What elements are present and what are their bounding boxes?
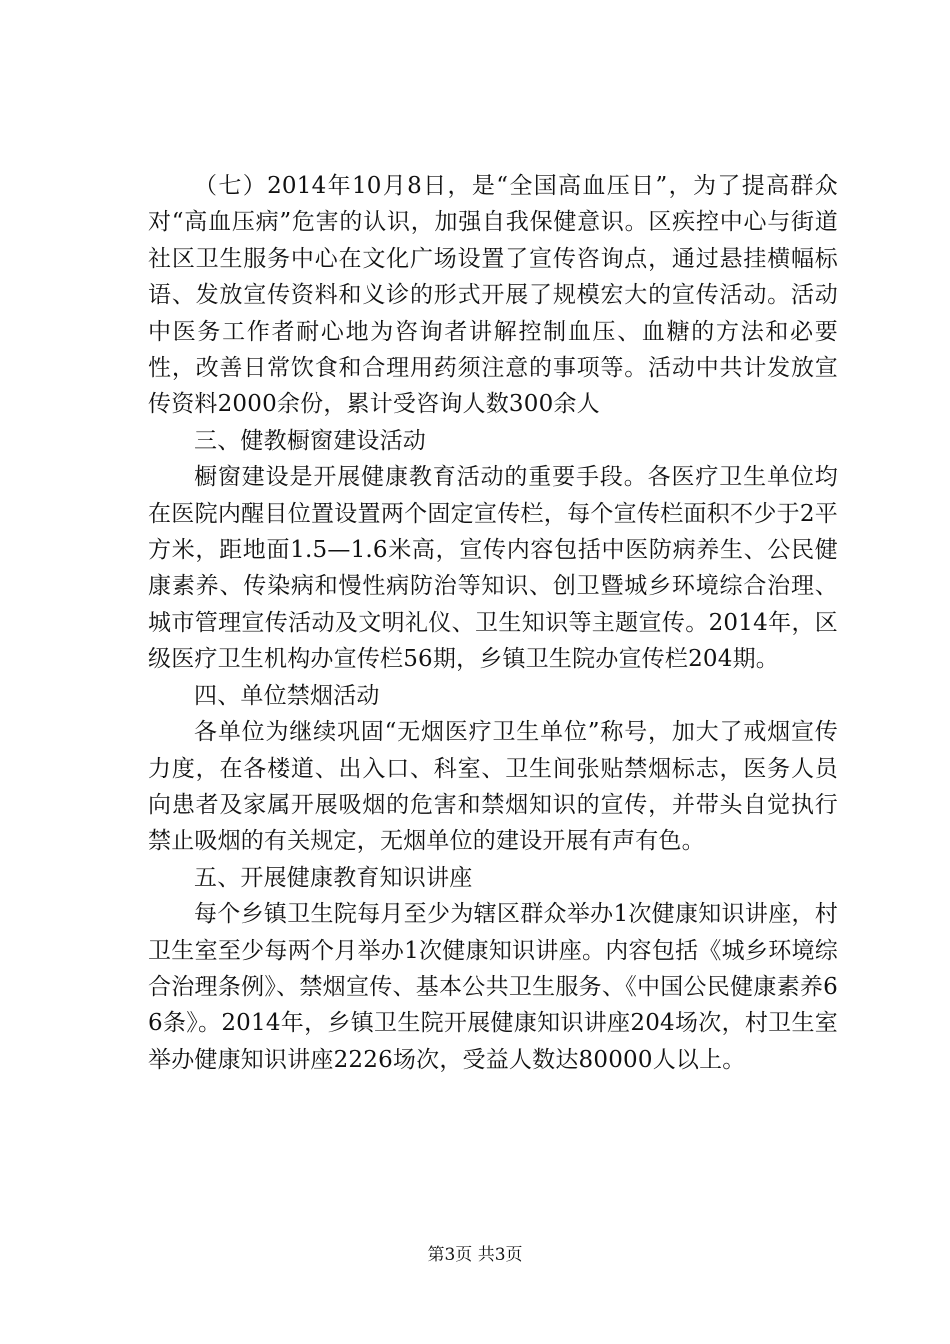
- document-body: [148, 168, 838, 1078]
- paragraph-health-lectures: 每个乡镇卫生院每月至少为辖区群众举办1次健康知识讲座，村卫生室至少每两个月举办1次健康知识讲座。内容包括《城乡环境综合治理条例》、禁烟宣传、基本公共卫生服务、《中国公民健康素养66条》。2014年，乡镇卫生院开展健康知识讲座204场次，村卫生室举办健康知识讲座2226场次，受益人数达80000人以上。: [148, 901, 838, 1073]
- page-number-footer: 第3页 共3页: [427, 1245, 523, 1265]
- paragraph-smoking-ban: 各单位为继续巩固“无烟医疗卫生单位”称号，加大了戒烟宣传力度，在各楼道、出入口、科室、卫生间张贴禁烟标志，医务人员向患者及家属开展吸烟的危害和禁烟知识的宣传，并带头自觉执行禁止吸烟的有关规定，无烟单位的建设开展有声有色。: [148, 719, 838, 855]
- section-heading-smoking-ban: 四、单位禁烟活动: [194, 682, 380, 709]
- section-heading-health-lectures: 五、开展健康教育知识讲座: [194, 864, 473, 891]
- paragraph-hypertension-day: （七）2014年10月8日，是“全国高血压日”，为了提高群众对“高血压病”危害的认识，加强自我保健意识。区疾控中心与街道社区卫生服务中心在文化广场设置了宣传咨询点，通过悬挂横幅标语、发放宣传资料和义诊的形式开展了规模宏大的宣传活动。活动中医务工作者耐心地为咨询者讲解控制血压、血糖的方法和必要性，改善日常饮食和合理用药须注意的事项等。活动中共计发放宣传资料2000余份，累计受咨询人数300余人: [148, 173, 838, 418]
- section-heading-window-construction: 三、健教橱窗建设活动: [194, 427, 426, 454]
- paragraph-window-construction: 橱窗建设是开展健康教育活动的重要手段。各医疗卫生单位均在医院内醒目位置设置两个固定宣传栏，每个宣传栏面积不少于2平方米，距地面1.5—1.6米高，宣传内容包括中医防病养生、公民健康素养、传染病和慢性病防治等知识、创卫暨城乡环境综合治理、城市管理宣传活动及文明礼仪、卫生知识等主题宣传。2014年，区级医疗卫生机构办宣传栏56期，乡镇卫生院办宣传栏204期。: [148, 464, 838, 673]
